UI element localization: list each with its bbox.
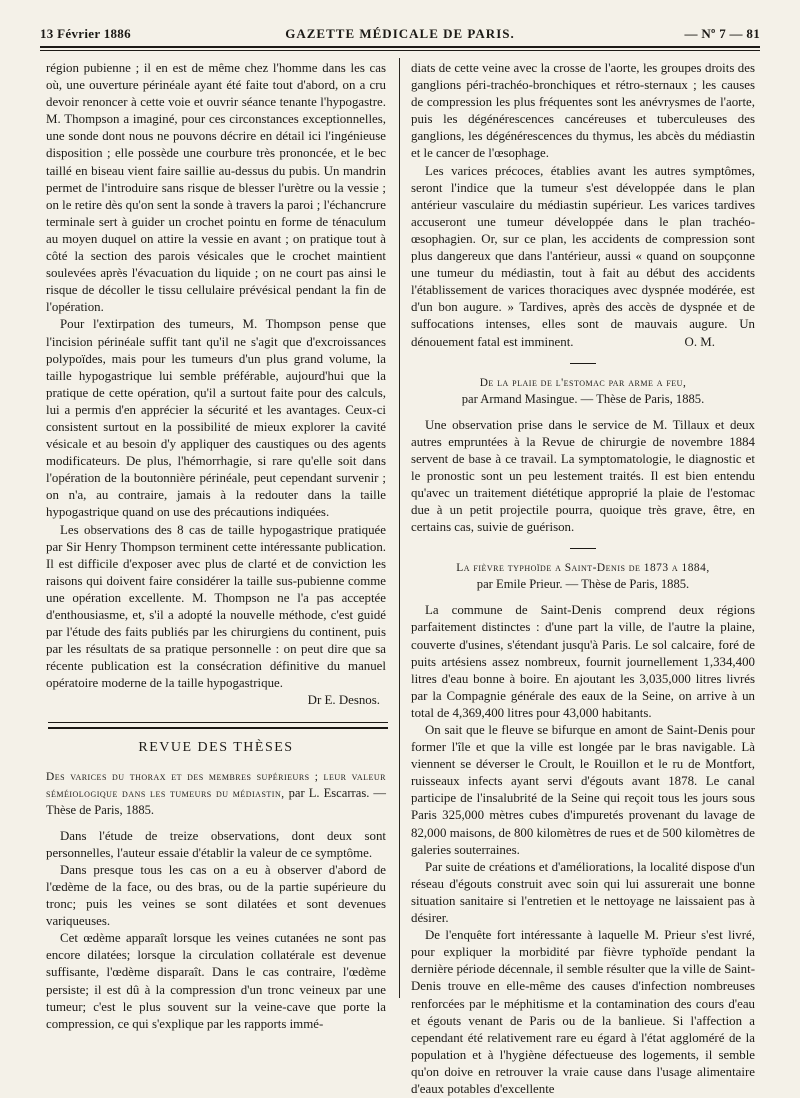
section-divider bbox=[48, 722, 388, 723]
thesis-title: La fièvre typhoïde a Saint-Denis de 1873 a 1884, bbox=[456, 562, 710, 575]
paragraph: Dans l'étude de treize observations, dont deux sont personnelles, l'auteur essaie d'établir la valeur de ce symptôme. bbox=[46, 828, 386, 860]
thesis-author: par Emile Prieur. — Thèse de Paris, 1885. bbox=[476, 577, 690, 592]
thesis-title: De la plaie de l'estomac par arme a feu, bbox=[479, 376, 687, 389]
paragraph: De l'enquête fort intéressante à laquelle M. Prieur s'est livré, pour expliquer la morbidité par fièvre typhoïde pendant la dernière période décennale, il semble résulter que la ville de Saint-Denis trouve en elle-même des causes d'infection nombreuses renforcées par le méphitisme et la contamination des cours d'eau et égouts venant de Paris ou de la banlieue. Si l'affection a cependant été relativement rare eu égard à l'état aggloméré de la population et à l'hygiène défectueuse des logements, il semble qu'on doive en retrouver la vraie cause dans l'usage alimentaire d'eaux potables d'excellente bbox=[411, 928, 755, 1096]
author-signature: Dr E. Desnos. bbox=[307, 693, 380, 708]
header-date: 13 Février 1886 bbox=[40, 26, 131, 41]
author-signature: O. M. bbox=[684, 334, 715, 349]
page-header bbox=[40, 26, 760, 46]
paragraph: Dans presque tous les cas on a eu à observer d'abord de l'œdème de la face, ou des bras, ou de la partie supérieure du tronc; puis les veines se sont dilatées et sont devenues variqueuses. bbox=[46, 862, 386, 929]
thesis-author: par L. Escarras. — Thèse de Paris, 1885. bbox=[46, 785, 386, 817]
paragraph: région pubienne ; il en est de même chez l'homme dans les cas où, une ouverture périnéale ayant été faite tout d'abord, on a cru devoir renoncer à cette voie et ouvrir séance tenante l'hypogastre. M. Thompson a imaginé, pour ces circonstances exceptionnelles, une sonde dont nous ne pouvons décrire en détail ici l'ingénieuse disposition ; elle possède une courbure très prononcée, et le bec taillé en biseau vient faire saillie au-dessus du pubis. Un mandrin permet de l'introduire sans risque de blesser l'urètre ou la vessie ; on le retire dès qu'on sent la sonde à travers la paroi ; l'échancrure terminale sert à guider un crochet pointu en forme de ténaculum au moyen duquel on attire la vessie en avant ; on pratique tout à côté la section des parois vésicales que le crochet maintient soulevées après l'évacuation du liquide ; on ne court pas ainsi le risque de décoller le tissu cellulaire prévésical pendant la fin de l'opération. bbox=[46, 61, 386, 315]
thesis-author: par Armand Masingue. — Thèse de Paris, 1885. bbox=[461, 391, 705, 406]
paragraph: Une observation prise dans le service de M. Tillaux et deux autres empruntées à la Revue de chirurgie de novembre 1884 servent de base à ce travail. La symptomatologie, le diagnostic et le pronostic sont un peu lestement traités. Il est bien entendu qu'avec un traitement diététique approprié la plaie de l'estomac due à un petit projectile pourra, quoique très grave, être, en certains cas, suivie de guérison. bbox=[411, 417, 755, 535]
left-column bbox=[46, 60, 386, 1033]
thesis-heading bbox=[411, 559, 755, 592]
paragraph: Par suite de créations et d'améliorations, la localité dispose d'un réseau d'égouts construit avec soin qui lui assurerait une bonne situation sanitaire si l'entretien et le nettoyage ne laissaient pas à désirer. bbox=[411, 859, 755, 926]
paragraph: diats de cette veine avec la crosse de l'aorte, les groupes droits des ganglions péri-trachéo-bronchiques et rétro-sternaux ; les causes de compression les plus fréquentes sont les anévrysmes de l'aorte, puis les dégénérescences cancéreuses et tuberculeuses des ganglions, les dégénérescences du thymus, les abcès du médiastin et le cancer de l'œsophage. bbox=[411, 61, 755, 161]
paragraph: Les varices précoces, établies avant les autres symptômes, seront l'indice que la tumeur s'est développée dans le plan antérieur vasculaire du médiastin supérieur. Les varices tardives accuseront une tumeur développée dans le plan trachéo-œsophagien. Or, sur ce plan, les accidents de compression sont plus dangereux que dans l'antérieur, aussi « quand on soupçonne une tumeur du médiastin, tout à fait au début des accidents l'établissement de varices thoraciques avec dyspnée modérée, est d'un bon augure. » Tardives, après des accès de dyspnée et de suffocations intenses, elles sont de mauvais augure. Un dénouement fatal est imminent. bbox=[411, 163, 755, 349]
header-rule bbox=[40, 46, 760, 48]
paragraph: Cet œdème apparaît lorsque les veines cutanées ne sont pas encore dilatées; lorsque la circulation collatérale est devenue suffisante, l'œdème disparaît. Dans le cas contraire, l'œdème persiste; il est dû à la compression d'un tronc veineux par une tumeur; c'est le plus souvent sur la veine-cave que porte la compression, ce qui s'explique par les rapports immé- bbox=[46, 931, 386, 1031]
section-divider-thick bbox=[48, 727, 388, 729]
paragraph: Les observations des 8 cas de taille hypogastrique pratiquée par Sir Henry Thompson terminent cette intéressante publication. Il est difficile d'exposer avec plus de clarté et de conviction les raisons qui doivent faire considérer la taille sus-pubienne comme une opération excellente. M. Thompson ne l'a pas acceptée d'enthousiasme, et, s'il a adopté la nouvelle méthode, c'est guidé par l'étude des faits publiés par les chirurgiens du continent, puis par les résultats de sa pratique personnelle : on peut dire que sa récente publication est la consécration définitive du manuel opératoire moderne de la taille hypogastrique. bbox=[46, 522, 386, 691]
divider bbox=[570, 363, 596, 364]
paragraph: La commune de Saint-Denis comprend deux régions parfaitement distinctes : d'une part la ville, de l'autre la plaine, couverte d'usines, s'étendant jusqu'à Paris. Le sol calcaire, foré de puits artésiens assez nombreux, fournit journellement 1,334,400 litres d'eau bonne à boire. En ajoutant les 3,035,000 litres livrés par la Compagnie générale des eaux de la Seine, on arrive à un total de 4,369,400 litres pour 43,000 habitants. bbox=[411, 603, 755, 720]
header-rule-thin bbox=[40, 50, 760, 51]
paragraph: Pour l'extirpation des tumeurs, M. Thompson pense que l'incision périnéale suffit tant qu'il ne s'agit que d'excroissances polypoïdes, mais pour les tumeurs d'un plus grand volume, la taille hypogastrique lui semble préférable, aujourd'hui que la pratique de cette opération, qu'il a surtout faite pour des calculs, lui a permis d'en apprécier la sécurité et les avantages. Ceux-ci consistent surtout en la possibilité de mieux explorer la cavité vésicale et au besoin d'y appliquer des caustiques ou des agents modificateurs. De plus, l'hémorrhagie, si rare qu'elle soit dans l'opération de la boutonnière périnéale, peut cependant survenir ; on n'a, au contraire, jamais à la redouter dans la taille hypogastrique quand on use des précautions indiquées. bbox=[46, 317, 386, 520]
thesis-heading bbox=[411, 374, 755, 407]
paragraph: On sait que le fleuve se bifurque en amont de Saint-Denis pour former l'île et que la ville est longée par le bras navigable. Là viennent se déverser le Croult, le Rouillon et le ru de Montfort, ruisseaux infects ayant servi d'égouts avant 1878. Le canal participe de l'insalubrité de la Seine qui reçoit tous les jours sous Paris 325,000 mètres cubes d'impuretés provenant du lavage de 82,000 maisons, de 800 kilomètres de rues et de 500 kilomètres de galeries souterraines. bbox=[411, 723, 755, 857]
header-title: GAZETTE MÉDICALE DE PARIS. bbox=[285, 26, 515, 41]
right-column bbox=[411, 60, 755, 1098]
divider bbox=[570, 548, 596, 549]
column-separator bbox=[399, 58, 400, 998]
thesis-title: Des varices du thorax et des membres supérieurs ; leur valeur séméiologique dans les tumeurs du médiastin, bbox=[46, 770, 386, 800]
thesis-heading bbox=[46, 768, 386, 818]
section-title: REVUE DES THÈSES bbox=[138, 739, 294, 755]
header-page-number: — Nº 7 — 81 bbox=[684, 26, 760, 41]
